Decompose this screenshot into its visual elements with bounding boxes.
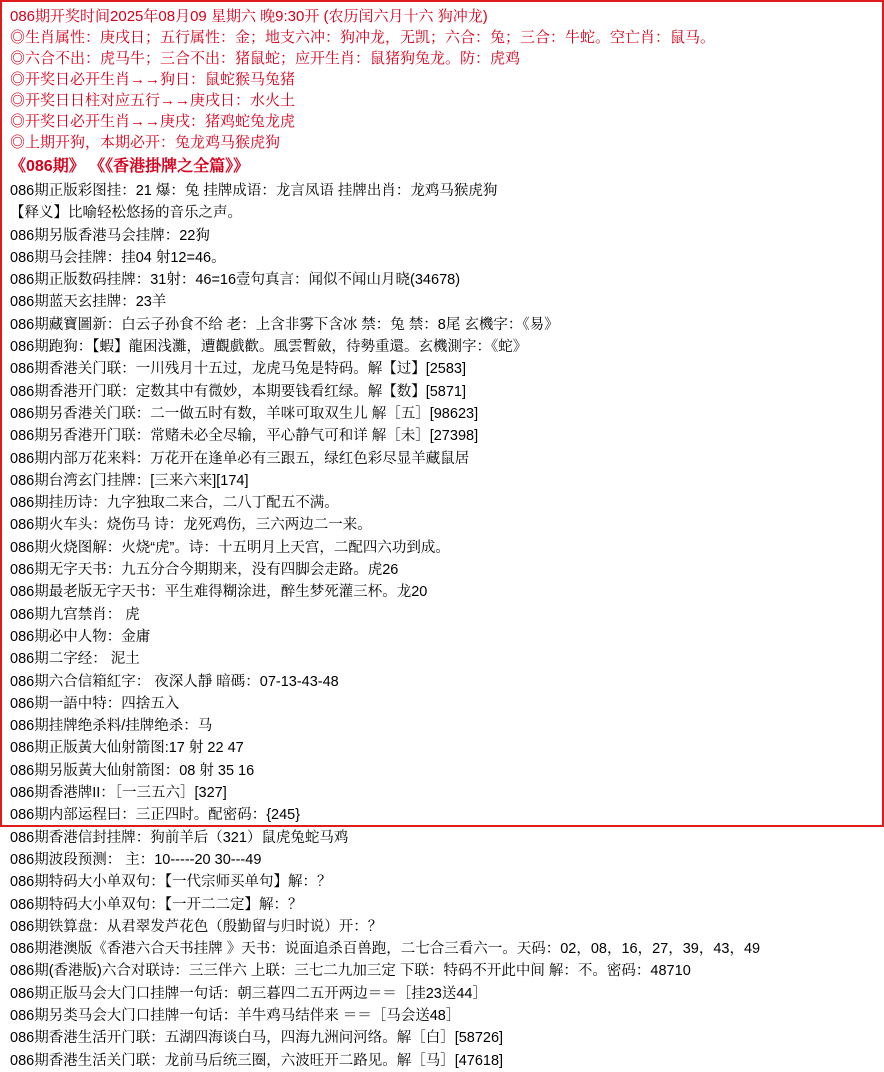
content-line: 086期香港生活开门联：五湖四海谈白马，四海九洲问河络。解［白］[58726]: [10, 1030, 504, 1047]
content-line: 086期内部运程曰：三正四时。配密码：{245}: [10, 807, 301, 824]
content-line: 086期香港生活关门联：龙前马后统三圈，六波旺开二路见。解［马］[47618]: [10, 1052, 504, 1069]
content-line: 086期(香港版)六合对联诗：三三伴六 上联：三七二九加三定 下联：特码不开此中间 解：不。密码：48710: [10, 963, 691, 980]
content-line: 086期藏寶圖新：白云子孙食不给 老：上含非雾下含冰 禁：兔 禁：8尾 玄機字：《易》: [10, 316, 559, 333]
draw-time-zodiac: 狗冲龙): [437, 8, 488, 25]
content-line: 086期正版彩图挂：21 爆：兔 挂牌成语：龙言凤语 挂牌出肖：龙鸡马猴虎狗: [10, 183, 498, 199]
content-line: 086期最老版无字天书：平生难得糊涂进，醉生梦死灌三杯。龙20: [10, 584, 428, 601]
content-line: 086期正版数码挂牌：31射：46=16壹句真言：闻似不闻山月晓(34678): [10, 272, 461, 289]
open-day-line-3: ◎开奖日必开生肖→→庚戌：猪鸡蛇兔龙虎: [10, 113, 296, 130]
content-line: 086期另版香港马会挂牌：22狗: [10, 227, 210, 244]
content-line: 086期正版黃大仙射箭图:17 射 22 47: [10, 740, 244, 757]
content-line: 086期挂历诗：九字独取二来合，二八丁配五不满。: [10, 495, 339, 512]
content-line: 086期波段预测： 主：10-----20 30---49: [10, 851, 262, 868]
content-line: 086期另香港关门联：二一做五时有数，羊咪可取双生儿 解［五］[98623]: [10, 405, 479, 422]
content-line: 086期台湾玄门挂牌：[三来六来][174]: [10, 472, 249, 489]
content-line: 086期马会挂牌：挂04 射12=46。: [10, 249, 226, 266]
content-line: 086期一語中特：四捨五入: [10, 695, 180, 712]
exclusion-line: ◎六合不出：虎马牛；三合不出：猪鼠蛇；应开生肖：鼠猪狗兔龙。防：虎鸡: [10, 50, 521, 67]
open-day-line-1: ◎开奖日必开生肖→→狗日：鼠蛇猴马兔猪: [10, 71, 296, 88]
content-line: 086期铁算盘：从君翠发芦花色（殷勤留与归时说）开：？: [10, 918, 383, 935]
content-line: 086期特码大小单双句：【一代宗师买单句】解：？: [10, 874, 332, 891]
content-line: 086期内部万花来料：万花开在逢单必有三跟五，绿红色彩尽显羊藏鼠居: [10, 450, 470, 467]
content-line: 086期另类马会大门口挂牌一句话：羊牛鸡马结伴来 ＝＝［马会送48］: [10, 1007, 461, 1024]
section-issue: 《086期》: [10, 158, 85, 175]
content-line: 086期九宫禁肖： 虎: [10, 606, 140, 623]
content-line: 086期香港牌II：［一三五六］[327]: [10, 785, 227, 802]
content-line: 086期二字经： 泥土: [10, 651, 140, 668]
content-line: 086期必中人物：金庸: [10, 628, 151, 645]
content-line: 086期跑狗：【蝦】龍困浅灘，遭觀戲歡。風雲暫斂，待勢重還。玄機測字：《蛇》: [10, 339, 528, 356]
draw-time-prefix: 086期开奖时间: [10, 8, 111, 25]
content-line: 086期正版马会大门口挂牌一句话：朝三暮四二五开两边＝＝［挂23送44］: [10, 985, 487, 1002]
content-line: 086期火烧图解：火烧“虎”。诗：十五明月上天宫，二配四六功到成。: [10, 539, 450, 556]
content-line: 086期香港开门联：定数其中有微妙，本期要钱看红绿。解【数】[5871]: [10, 383, 467, 400]
content-line: 086期无字天书：九五分合今期期来，没有四脚会走路。虎26: [10, 562, 399, 579]
content-lines: [10, 180, 876, 1072]
draw-time-date: 2025年08月09: [110, 8, 207, 25]
open-day-line-2: ◎开奖日日柱对应五行→→庚戌日：水火土: [10, 92, 296, 109]
zodiac-attribute-line: ◎生肖属性：庚戌日；五行属性：金；地支六冲：狗冲龙，无凯；六合：兔；三合：牛蛇。空亡肖：鼠马。: [10, 29, 716, 46]
content-line: 086期特码大小单双句：【一开二二定】解：？: [10, 896, 303, 913]
draw-time-lunar: (农历闰六月十六: [323, 8, 434, 25]
content-line: 086期火车头：烧伤马 诗：龙死鸡伤，三六两边二一来。: [10, 517, 372, 534]
draw-time-weekday: 星期六: [210, 8, 256, 25]
content-line: 086期六合信箱紅字： 夜深人靜 暗碼：07-13-43-48: [10, 673, 339, 690]
content-line: 086期香港关门联：一川残月十五过，龙虎马兔是特码。解【过】[2583]: [10, 361, 467, 378]
section-title: [10, 154, 876, 180]
content-line: 086期蓝天玄挂牌：23羊: [10, 294, 167, 311]
draw-time-line: [10, 6, 876, 27]
content-line: 【释义】比喻轻松悠扬的音乐之声。: [10, 205, 242, 222]
section-name: 《《香港掛牌之全篇》》: [89, 158, 250, 175]
draw-time-draw: 晚9:30开: [260, 8, 320, 25]
content-line: 086期挂牌绝杀料/挂牌绝杀：马: [10, 718, 213, 735]
content-line: 086期港澳版《香港六合天书挂牌 》天书：说面追杀百兽跑，二七合三看六一。天码：02，08，16，27，39，43，49: [10, 941, 761, 958]
open-day-line-4: ◎上期开狗，本期必开：兔龙鸡马猴虎狗: [10, 134, 281, 151]
content-line: 086期另版黃大仙射箭图：08 射 35 16: [10, 762, 255, 779]
content-line: 086期香港信封挂牌：狗前羊后（321）鼠虎兔蛇马鸡: [10, 829, 349, 846]
content-line: 086期另香港开门联：常赌未必全尽输，平心静气可和详 解［未］[27398]: [10, 428, 479, 445]
